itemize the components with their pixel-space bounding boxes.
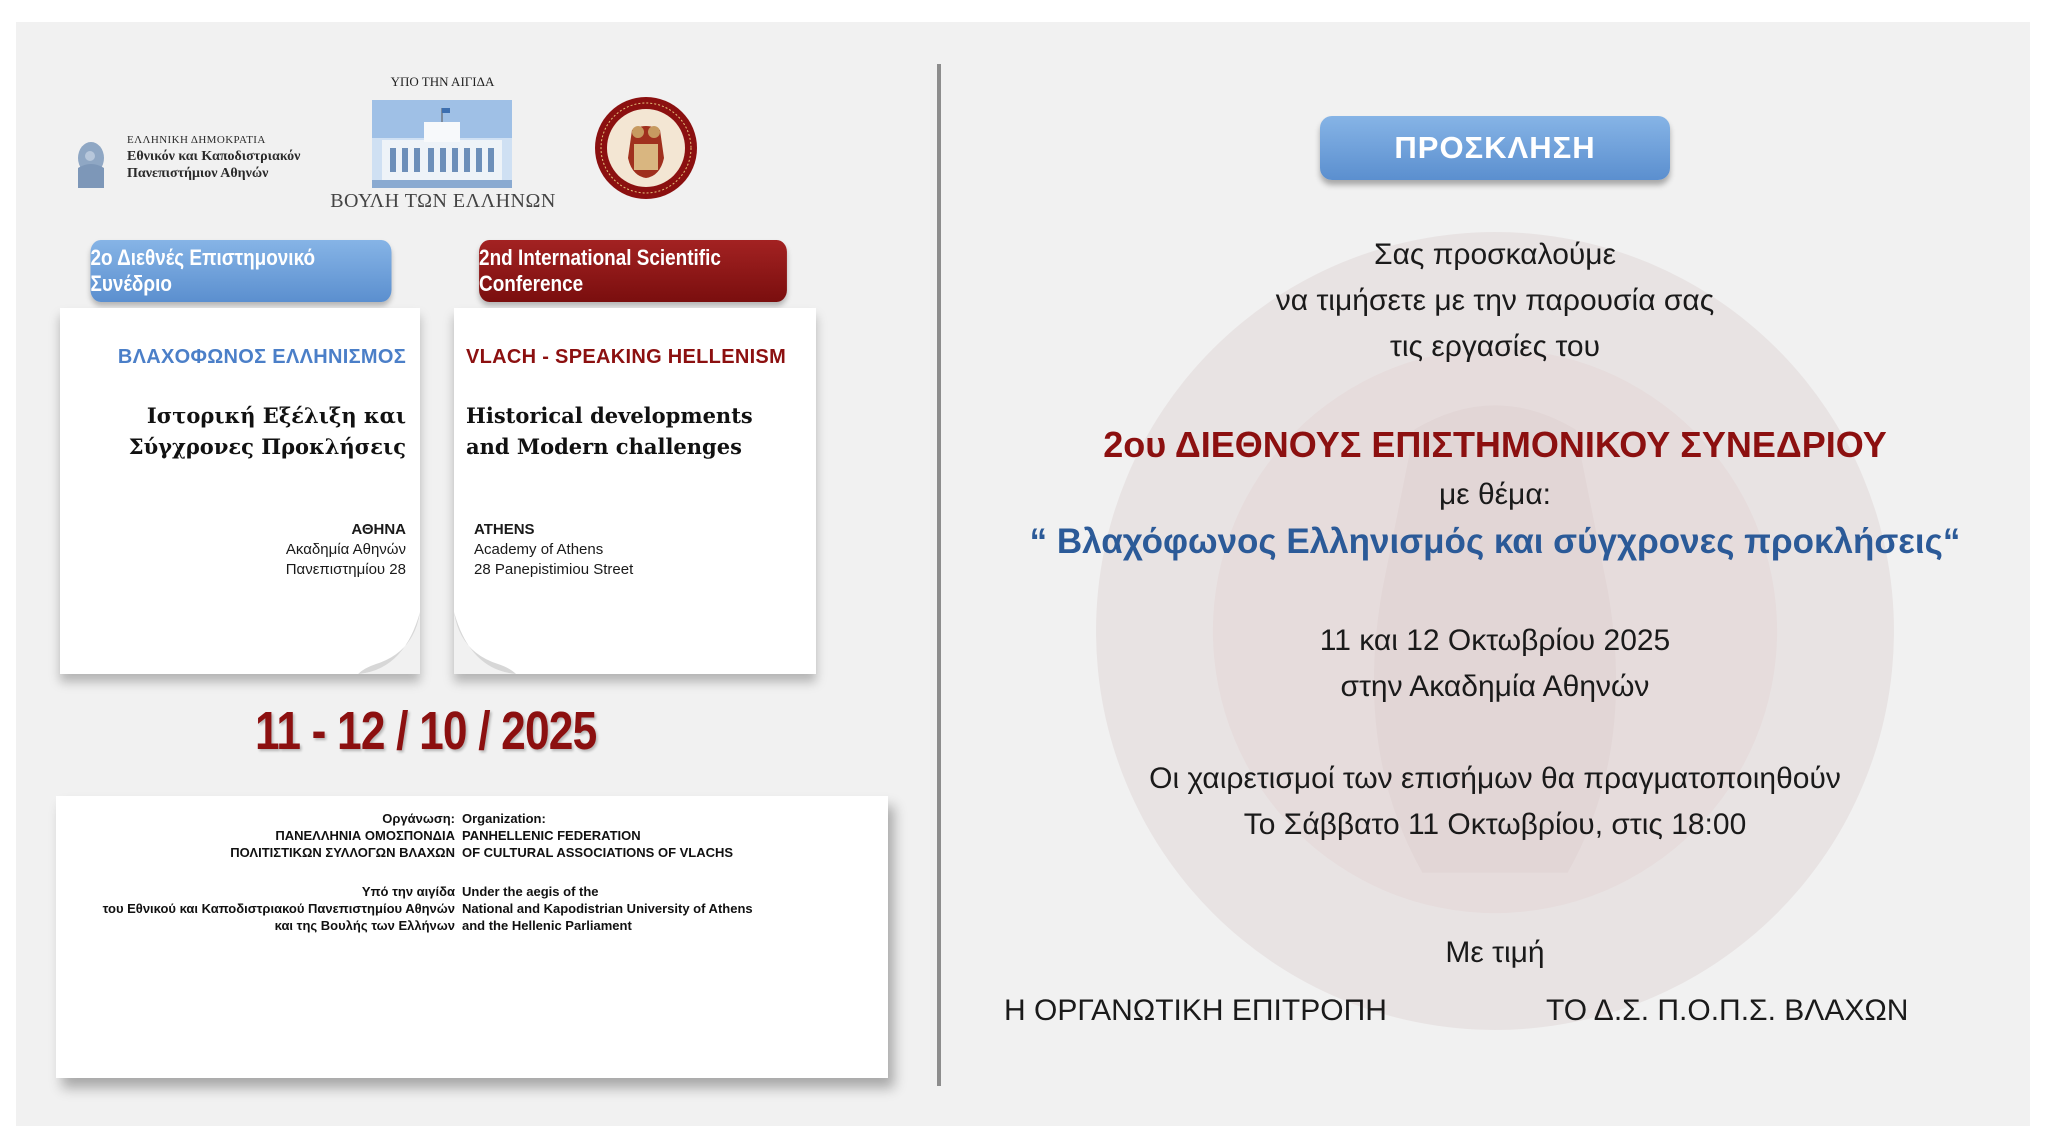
event-venue: στην Ακαδημία Αθηνών	[1340, 670, 1650, 703]
conference-date: 11 - 12 / 10 / 2025	[255, 701, 597, 761]
conference-tab-greek: 2ο Διεθνές Επιστημονικό Συνέδριο	[91, 240, 392, 302]
conference-name: 2ου ΔΙΕΘΝΟΥΣ ΕΠΙΣΤΗΜΟΝΙΚΟΥ ΣΥΝΕΔΡΙΟΥ	[1103, 424, 1887, 465]
organizer-line2-english: OF CULTURAL ASSOCIATIONS OF VLACHS	[462, 845, 734, 860]
card-title-greek: ΒΛΑΧΟΦΩΝΟΣ ΕΛΛΗΝΙΣΜΟΣ	[117, 346, 406, 368]
topic-label: με θέμα:	[1438, 478, 1552, 511]
university-line3: Πανεπιστήμιον Αθηνών	[127, 166, 269, 181]
aegis-line1-greek: Υπό την αιγίδα	[361, 884, 455, 899]
card-address-english-line2: 28 Panepistimiou Street	[474, 561, 634, 578]
federation-seal-logo	[594, 96, 698, 200]
invite-line-1: Σας προσκαλούμε	[1374, 238, 1616, 271]
signature-federation-board: ΤΟ Δ.Σ. Π.Ο.Π.Σ. ΒΛΑΧΩΝ	[1546, 994, 1909, 1027]
card-title-english: VLACH - SPEAKING HELLENISM	[466, 346, 787, 368]
greetings-line-2: Το Σάββατο 11 Οκτωβρίου, στις 18:00	[1243, 808, 1747, 841]
vertical-divider	[937, 64, 941, 1086]
card-subtitle-greek-line2: Σύγχρονες Προκλήσεις	[128, 434, 406, 459]
card-subtitle-english-line2: and Modern challenges	[466, 434, 742, 459]
card-subtitle-english	[466, 400, 753, 462]
conference-card-english	[454, 308, 816, 674]
aegis-line3-english: and the Hellenic Parliament	[462, 918, 632, 933]
organizer-line1-english: PANHELLENIC FEDERATION	[462, 828, 641, 843]
organizer-line1-greek: ΠΑΝΕΛΛΗΝΙΑ ΟΜΟΣΠΟΝΔΙΑ	[275, 828, 455, 843]
card-address-greek-line2: Πανεπιστημίου 28	[285, 561, 406, 578]
event-date: 11 και 12 Οκτωβρίου 2025	[1319, 624, 1671, 657]
card-city-greek: ΑΘΗΝΑ	[351, 521, 406, 538]
card-subtitle-english-line1: Historical developments	[466, 403, 753, 428]
aegis-line2-english: National and Kapodistrian University of Athens	[462, 901, 753, 916]
organization-greek	[103, 810, 455, 934]
university-athena-emblem	[72, 138, 110, 190]
aegis-line3-greek: και της Βουλής των Ελλήνων	[274, 918, 455, 933]
parliament-name: ΒΟΥΛΗ ΤΩΝ ΕΛΛΗΝΩΝ	[330, 190, 556, 212]
university-name	[127, 134, 300, 182]
organization-english	[462, 810, 753, 934]
card-address-english-line1: Academy of Athens	[474, 541, 604, 558]
signature-organizing-committee: Η ΟΡΓΑΝΩΤΙΚΗ ΕΠΙΤΡΟΠΗ	[1004, 994, 1387, 1027]
page-curl-decoration	[454, 612, 516, 674]
closing-honor: Με τιμή	[1445, 936, 1545, 969]
conference-topic: “ Βλαχόφωνος Ελληνισμός και σύγχρονες προκλήσεις“	[1029, 522, 1961, 561]
aegis-line2-greek: του Εθνικού και Καποδιστριακού Πανεπιστημίου Αθηνών	[102, 901, 455, 916]
card-city-english: ATHENS	[474, 521, 535, 538]
card-subtitle-greek	[129, 400, 406, 462]
card-subtitle-greek-line1: Ιστορική Εξέλιξη και	[146, 403, 406, 428]
greetings-line-1: Οι χαιρετισμοί των επισήμων θα πραγματοποιηθούν	[1149, 762, 1841, 795]
conference-tab-english: 2nd International Scientific Conference	[479, 240, 787, 302]
aegis-line1-english: Under the aegis of the	[462, 884, 599, 899]
parliament-building-image	[372, 100, 512, 188]
invite-line-3: τις εργασίες του	[1390, 330, 1600, 363]
university-line1: ΕΛΛΗΝΙΚΗ ΔΗΜΟΚΡΑΤΙΑ	[127, 134, 266, 146]
organization-panel	[56, 796, 888, 1078]
organization-label-greek: Οργάνωση:	[382, 811, 455, 826]
card-address-english	[474, 520, 633, 580]
page-curl-decoration	[358, 612, 420, 674]
organization-label-english: Organization:	[462, 811, 546, 826]
invite-line-2: να τιμήσετε με την παρουσία σας	[1275, 284, 1715, 317]
card-address-greek-line1: Ακαδημία Αθηνών	[285, 541, 406, 558]
card-address-greek	[286, 520, 406, 580]
aegis-header: ΥΠΟ ΤΗΝ ΑΙΓΙΔΑ	[390, 74, 495, 89]
organizer-line2-greek: ΠΟΛΙΤΙΣΤΙΚΩΝ ΣΥΛΛΟΓΩΝ ΒΛΑΧΩΝ	[230, 845, 455, 860]
conference-card-greek	[60, 308, 420, 674]
university-line2: Εθνικόν και Καποδιστριακόν	[127, 149, 301, 164]
invitation-heading-badge: ΠΡΟΣΚΛΗΣΗ	[1320, 116, 1670, 180]
